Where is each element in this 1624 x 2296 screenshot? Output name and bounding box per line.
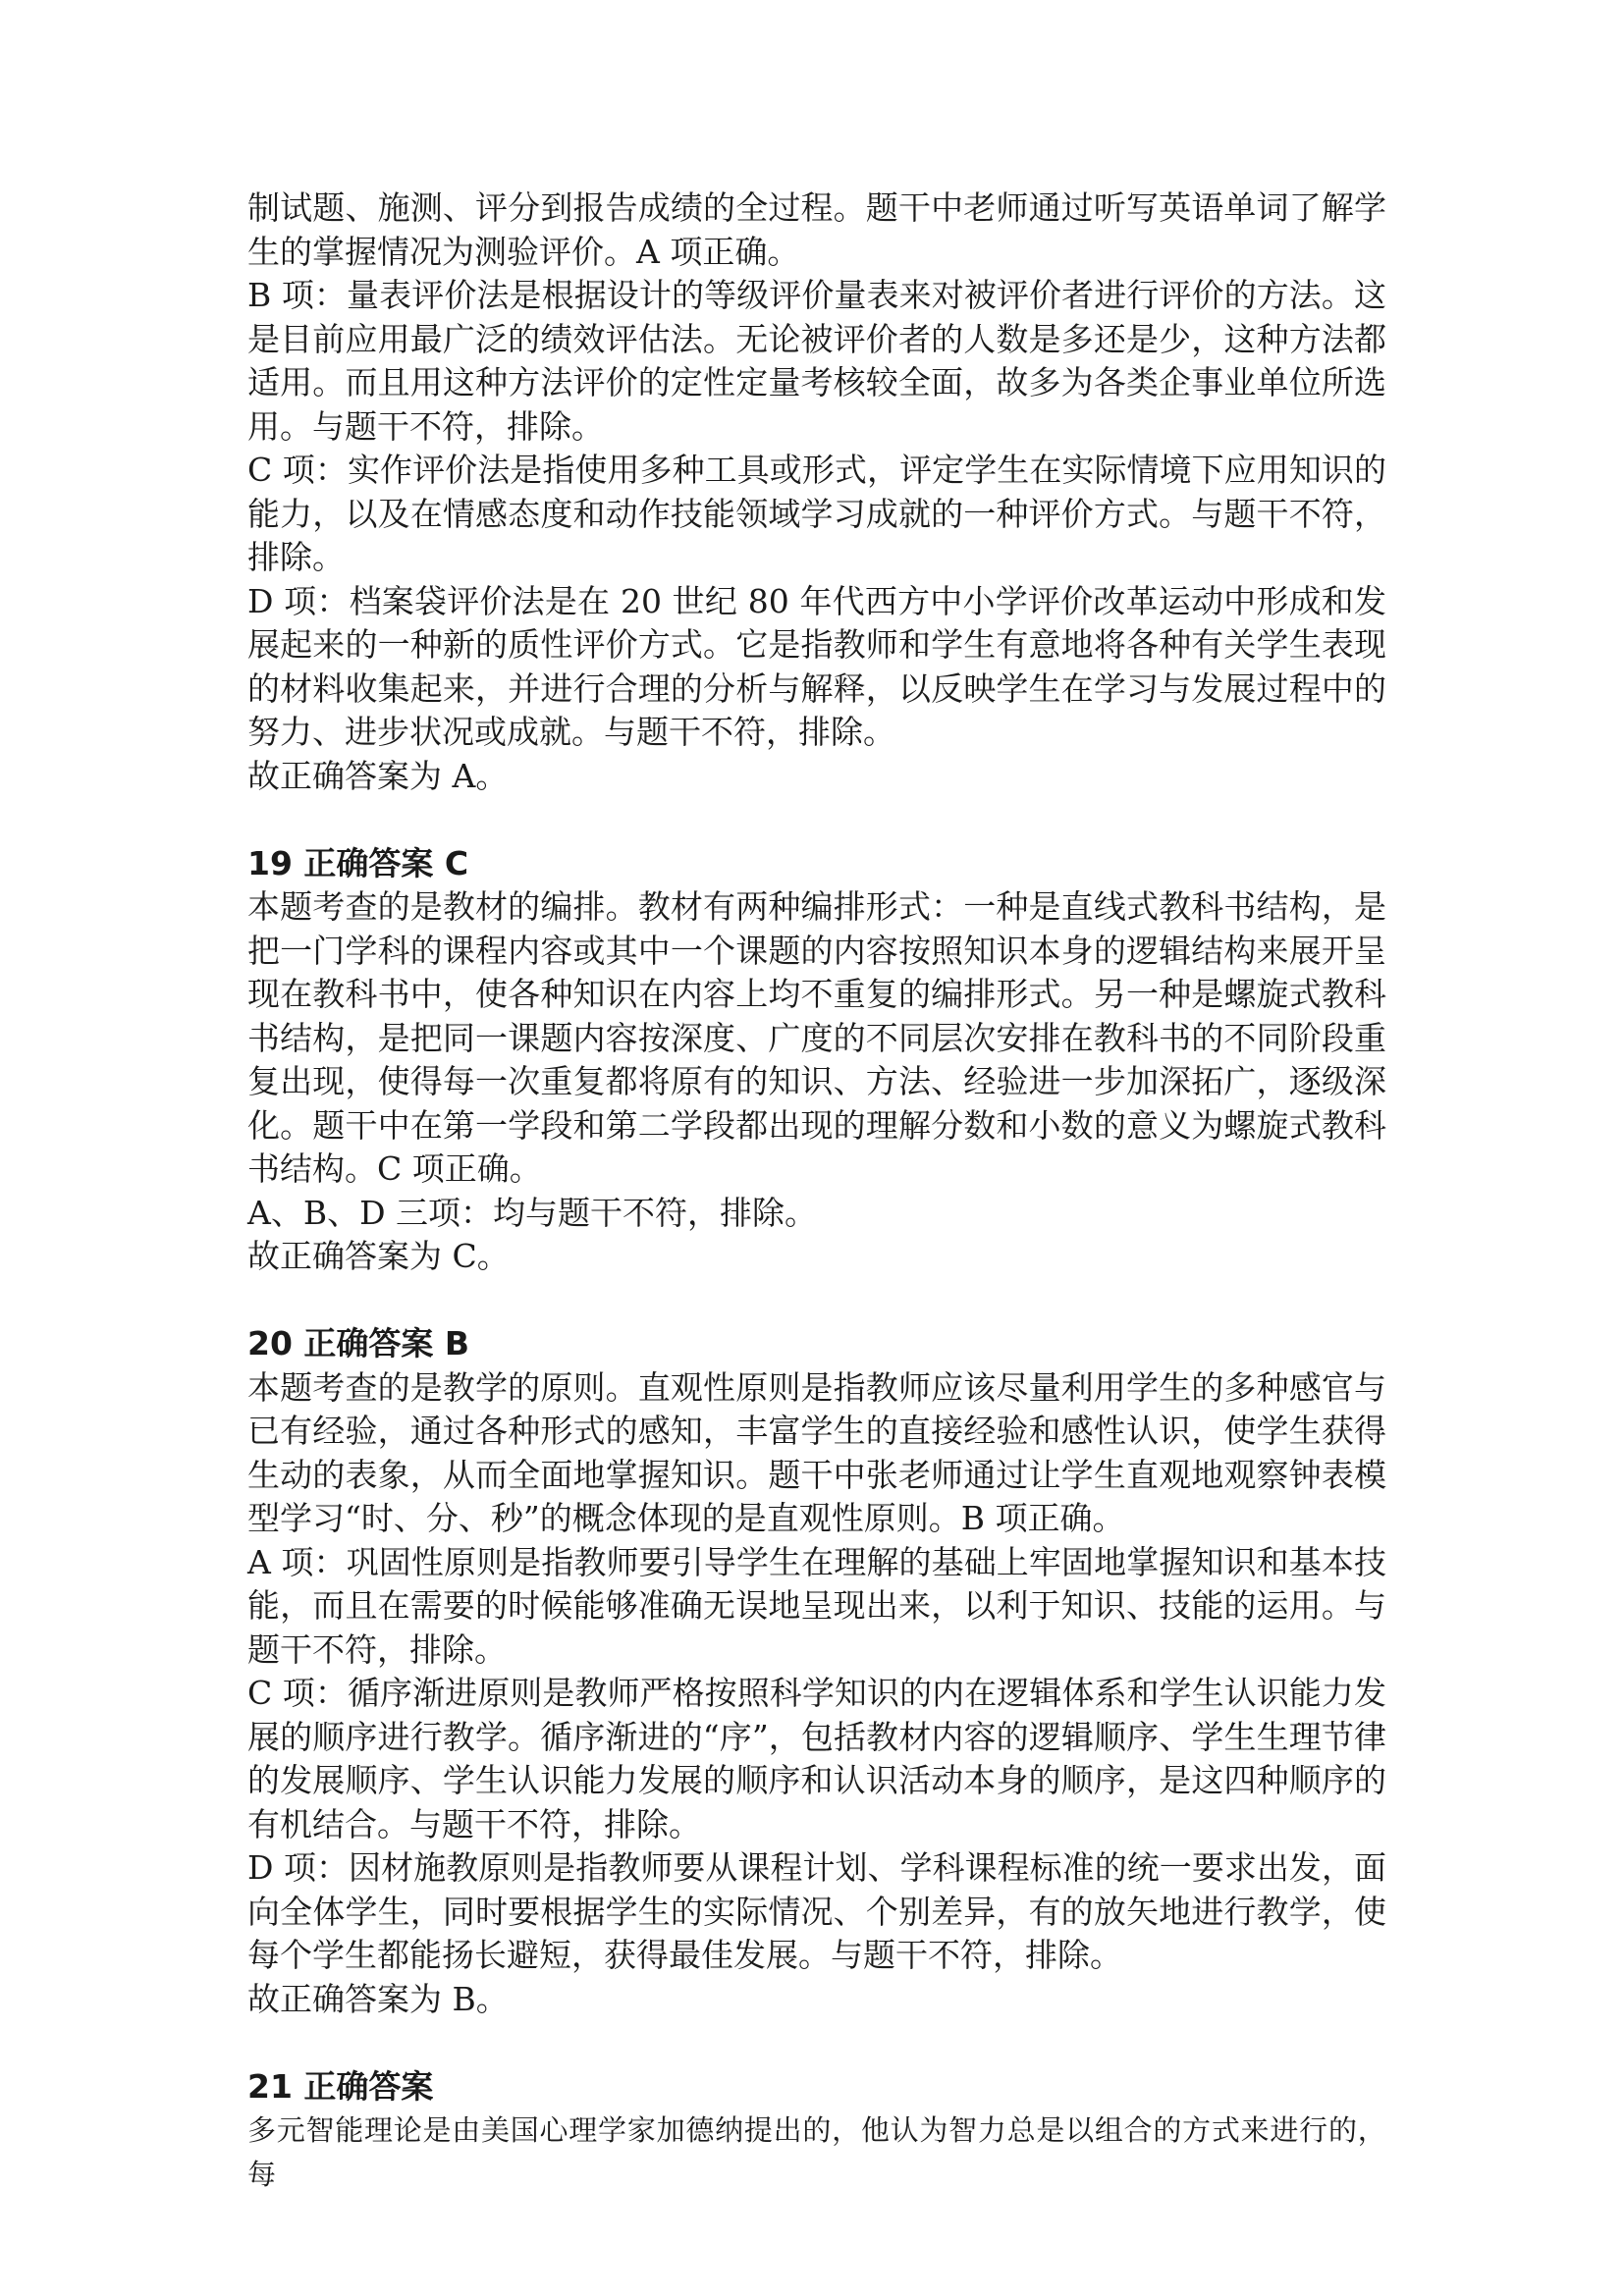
- paragraph-explanation: 本题考查的是教材的编排。教材有两种编排形式：一种是直线式教科书结构，是把一门学科的课程内容或其中一个课题的内容按照知识本身的逻辑结构来展开呈现在教科书中，使各种知识在内容上均不重复的编排形式。另一种是螺旋式教科书结构，是把同一课题内容按深度、广度的不同层次安排在教科书的不同阶段重复出现，使得每一次重复都将原有的知识、方法、经验进一步加深拓广，逐级深化。题干中在第一学段和第二学段都出现的理解分数和小数的意义为螺旋式教科书结构。C 项正确。: [247, 887, 1386, 1188]
- answer-conclusion: 故正确答案为 C。: [247, 1237, 510, 1275]
- paragraph-option-b: B 项：量表评价法是根据设计的等级评价量表来对被评价者进行评价的方法。这是目前应用最广泛的绩效评估法。无论被评价者的人数是多还是少，这种方法都适用。而且用这种方法评价的定性定量考核较全面，故多为各类企事业单位所选用。与题干不符，排除。: [247, 276, 1386, 446]
- paragraph-explanation: 多元智能理论是由美国心理学家加德纳提出的，他认为智力总是以组合的方式来进行的，每: [247, 2113, 1386, 2191]
- paragraph-option-c: C 项：循序渐进原则是教师严格按照科学知识的内在逻辑体系和学生认识能力发展的顺序进行教学。循序渐进的“序”，包括教材内容的逻辑顺序、学生生理节律的发展顺序、学生认识能力发展的顺序和认识活动本身的顺序，是这四种顺序的有机结合。与题干不符，排除。: [247, 1674, 1386, 1843]
- spacer: [247, 798, 1386, 842]
- paragraph-option-c: C 项：实作评价法是指使用多种工具或形式，评定学生在实际情境下应用知识的能力，以及在情感态度和动作技能领域学习成就的一种评价方式。与题干不符，排除。: [247, 451, 1386, 576]
- question-heading-20: 20 正确答案 B: [247, 1324, 470, 1362]
- paragraph-option-a: A 项：巩固性原则是指教师要引导学生在理解的基础上牢固地掌握知识和基本技能，而且在需要的时候能够准确无误地呈现出来，以利于知识、技能的运用。与题干不符，排除。: [247, 1542, 1386, 1669]
- answer-conclusion: 故正确答案为 B。: [247, 1979, 509, 2018]
- document-page: [247, 187, 1386, 2196]
- answer-conclusion: 故正确答案为 A。: [247, 756, 509, 795]
- question-heading-19: 19 正确答案 C: [247, 843, 469, 882]
- spacer: [247, 2021, 1386, 2065]
- paragraph-other-options: A、B、D 三项：均与题干不符，排除。: [247, 1193, 818, 1232]
- spacer: [247, 1279, 1386, 1323]
- question-heading-21: 21 正确答案: [247, 2066, 434, 2106]
- paragraph-option-d: D 项：档案袋评价法是在 20 世纪 80 年代西方中小学评价改革运动中形成和发展起来的一种新的质性评价方式。它是指教师和学生有意地将各种有关学生表现的材料收集起来，并进行合理的分析与解释，以反映学生在学习与发展过程中的努力、进步状况或成就。与题干不符，排除。: [247, 581, 1386, 751]
- paragraph-option-d: D 项：因材施教原则是指教师要从课程计划、学科课程标准的统一要求出发，面向全体学生，同时要根据学生的实际情况、个别差异，有的放矢地进行教学，使每个学生都能扬长避短，获得最佳发展。与题干不符，排除。: [247, 1848, 1386, 1974]
- paragraph-explanation: 本题考查的是教学的原则。直观性原则是指教师应该尽量利用学生的多种感官与已有经验，通过各种形式的感知，丰富学生的直接经验和感性认识，使学生获得生动的表象，从而全面地掌握知识。题干中张老师通过让学生直观地观察钟表模型学习“时、分、秒”的概念体现的是直观性原则。B 项正确。: [247, 1367, 1386, 1537]
- paragraph: 制试题、施测、评分到报告成绩的全过程。题干中老师通过听写英语单词了解学生的掌握情况为测验评价。A 项正确。: [247, 188, 1386, 271]
